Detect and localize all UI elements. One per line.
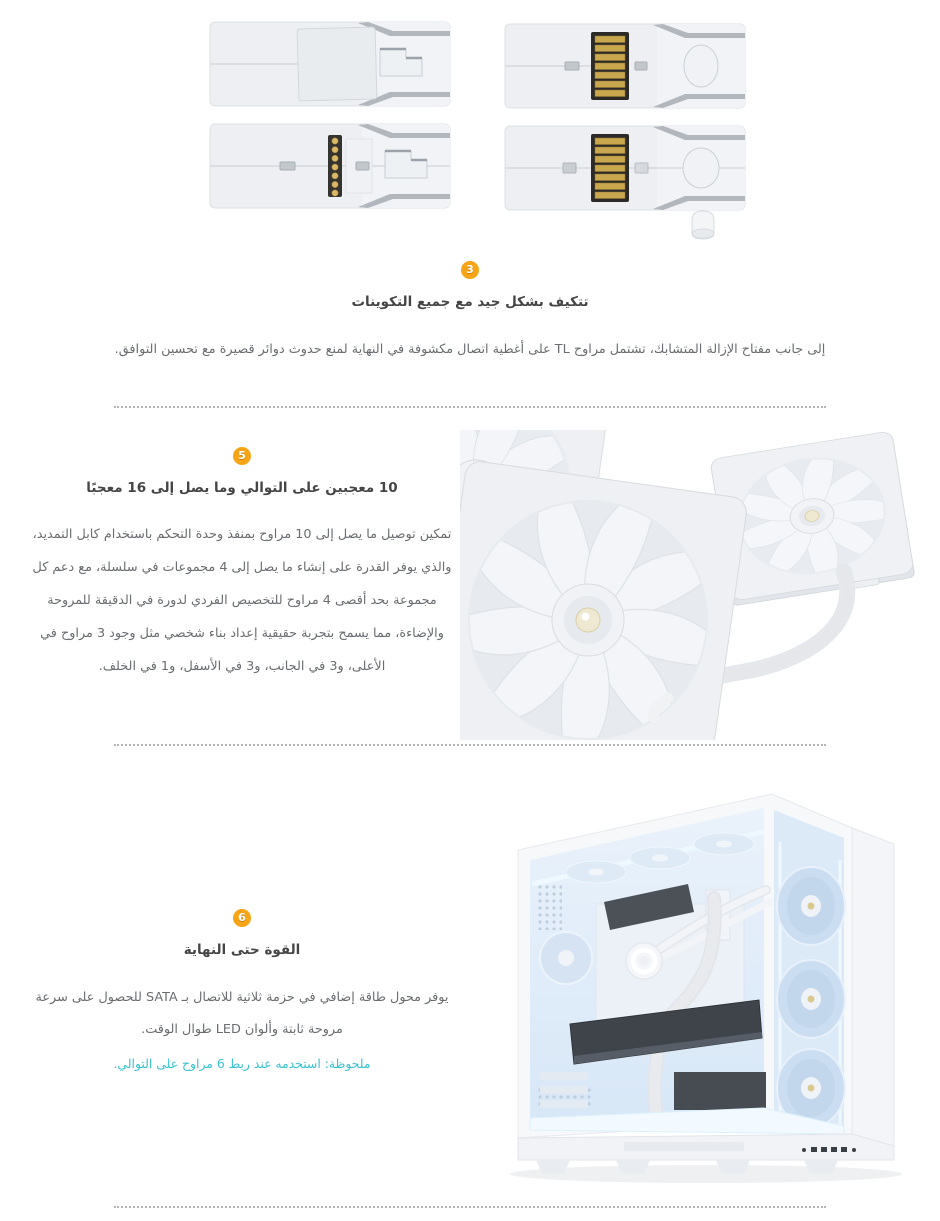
- step-badge-5: 5: [233, 447, 251, 465]
- daisy-chained-fans-image: [460, 430, 938, 740]
- section-power-note: ملحوظة: استخدمه عند ربط 6 مراوح على التوالي.: [113, 1055, 371, 1071]
- dotted-divider: [114, 406, 826, 408]
- section-compatibility-title: تتكيف بشكل جيد مع جميع التكوينات: [351, 294, 589, 310]
- section-power-title: القوة حتى النهاية: [183, 942, 301, 958]
- dotted-divider: [114, 744, 826, 746]
- section-compatibility: [70, 258, 870, 361]
- section-compatibility-body: إلى جانب مفتاح الإزالة المتشابك، تشتمل مراوح TL على أغطية اتصال مكشوفة في النهاية لمنع حدوث دوائر قصيرة مع تحسين التوافق.: [114, 341, 826, 357]
- step-badge-3: 3: [461, 261, 479, 279]
- section-power: [22, 906, 462, 1071]
- connector-modules-image: [183, 5, 758, 250]
- connector-modules-illustration: [183, 5, 758, 250]
- section-daisy-chain-body: تمكين توصيل ما يصل إلى 10 مراوح بمنفذ وحدة التحكم باستخدام كابل التمديد، والذي يوفر القدرة على إنشاء ما يصل إلى 4 مجموعات في سلسلة، مع دعم كل مجموعة بحد أقصى 4 مراوح للتخصيص الفردي لدورة في الدقيقة للمروحة والإضاءة، مما يسمح بتجربة حقيقية إعداد بناء شخصي مثل وجود 3 مراوح في الأعلى، و3 في الجانب، و3 في الأسفل، و1 في الخلف.: [32, 526, 452, 674]
- connector-end-cap: [692, 211, 714, 239]
- daisy-chained-fans-illustration: [460, 430, 938, 740]
- dotted-divider: [114, 1206, 826, 1208]
- step-badge-6: 6: [233, 909, 251, 927]
- pc-case-image: [474, 786, 934, 1188]
- section-power-body: يوفر محول طاقة إضافي في حزمة ثلاثية للاتصال بـ SATA للحصول على سرعة مروحة ثابتة وألوان LED طوال الوقت.: [35, 989, 449, 1037]
- section-daisy-chain-title: 10 معجبين على التوالي وما يصل إلى 16 معجبًا: [86, 480, 398, 496]
- section-daisy-chain: [22, 444, 462, 683]
- pc-case-illustration: [474, 786, 934, 1188]
